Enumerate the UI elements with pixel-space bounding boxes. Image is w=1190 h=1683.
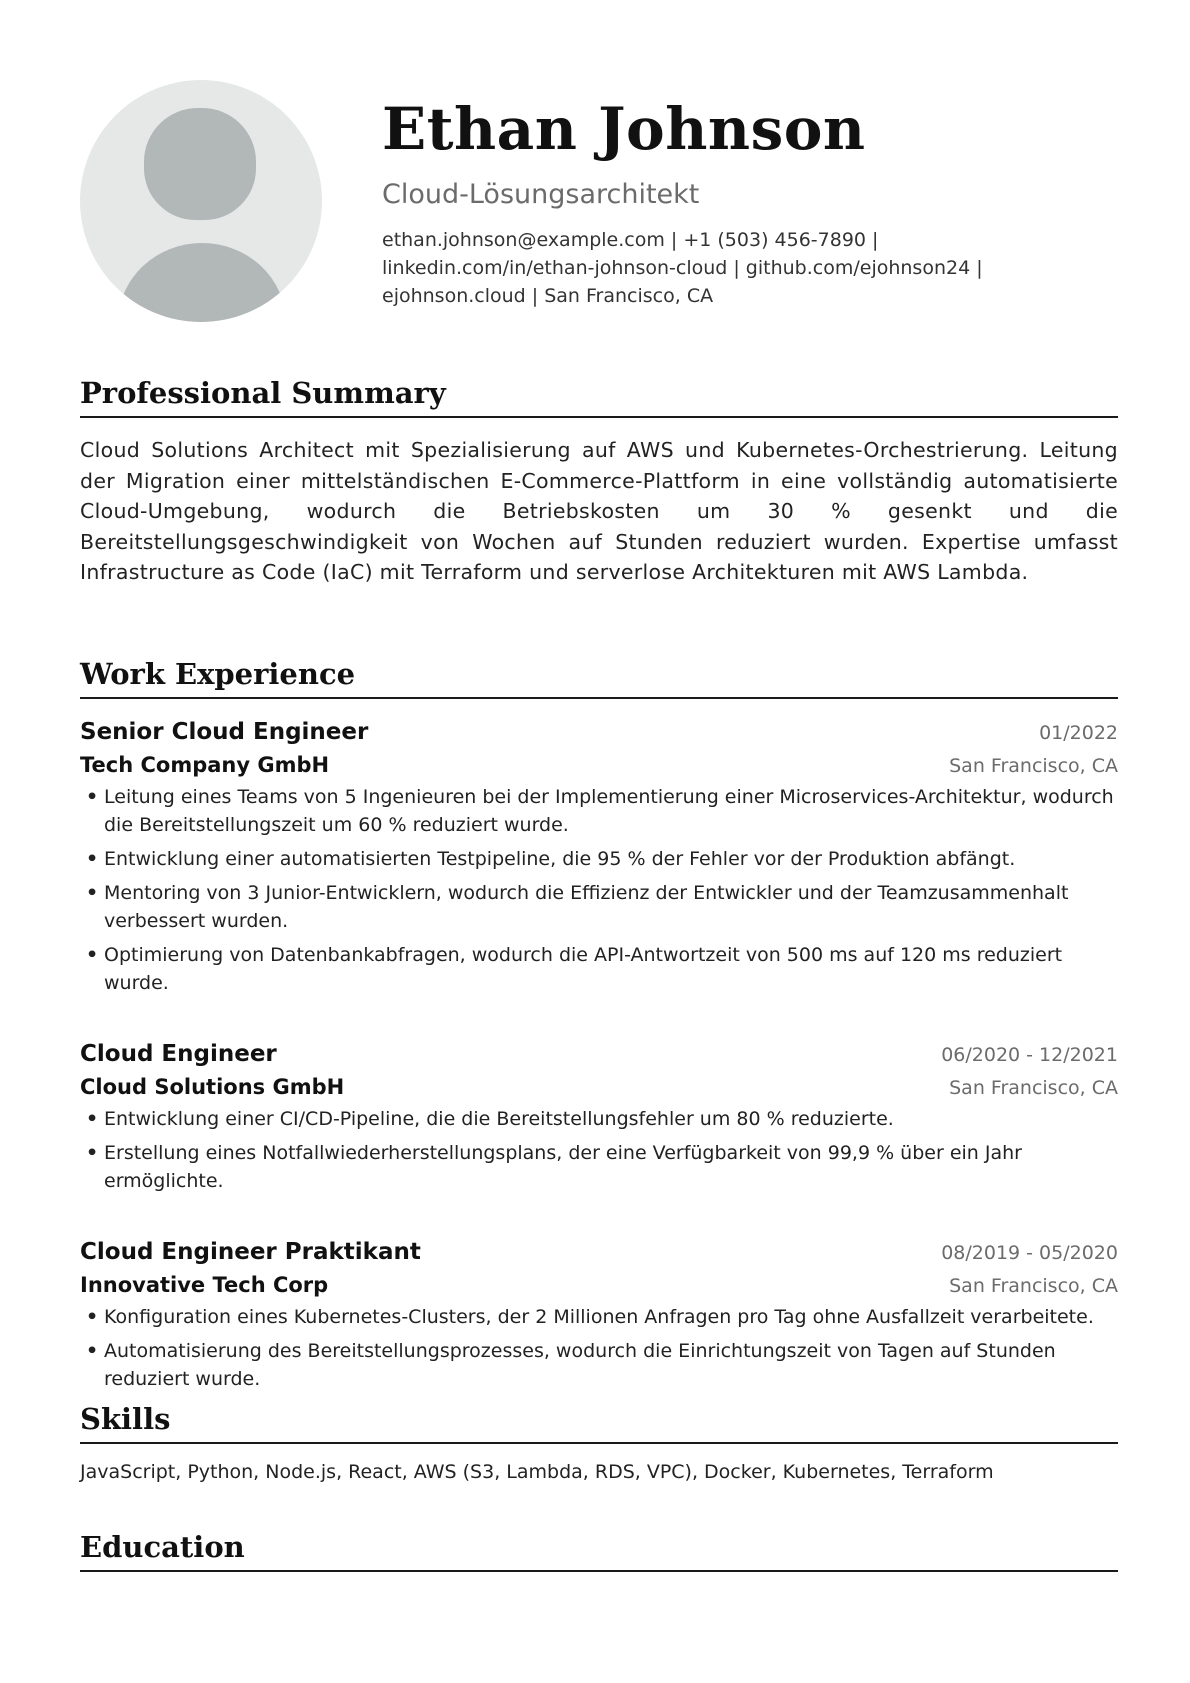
bullet-item xyxy=(80,879,1118,935)
header-block xyxy=(382,92,1122,310)
bullet-icon: • xyxy=(86,944,99,966)
bullet-icon: • xyxy=(86,848,99,870)
job-location: San Francisco, CA xyxy=(949,755,1118,777)
section-heading: Professional Summary xyxy=(80,374,1118,418)
contact-line: ethan.johnson@example.com | +1 (503) 456-7890 | xyxy=(382,229,879,251)
bullet-icon: • xyxy=(86,882,99,904)
summary-text: Cloud Solutions Architect mit Spezialisierung auf AWS und Kubernetes-Orchestrierung. Leitung der Migration einer mittelständischen E-Commerce-Plattform in eine vollständig automatisierte Cloud-Umgebung, wodurch die Betriebskosten um 30 % gesenkt und die Bereitstellungsgeschwindigkeit von Wochen auf Stunden reduziert wurden. Expertise umfasst Infrastructure as Code (IaC) mit Terraform und serverlose Architekturen mit AWS Lambda. xyxy=(80,438,1118,584)
skills-list: JavaScript, Python, Node.js, React, AWS (S3, Lambda, RDS, VPC), Docker, Kubernetes, Terraform xyxy=(80,1461,994,1483)
jobs-list xyxy=(80,715,1118,1393)
avatar-head-shape xyxy=(144,108,256,220)
job-entry xyxy=(80,715,1118,997)
contact-line: linkedin.com/in/ethan-johnson-cloud | github.com/ejohnson24 | xyxy=(382,257,983,279)
bullet-icon: • xyxy=(86,1108,99,1130)
bullet-item xyxy=(80,941,1118,997)
job-date: 08/2019 - 05/2020 xyxy=(941,1242,1118,1264)
bullet-text: Optimierung von Datenbankabfragen, wodurch die API-Antwortzeit von 500 ms auf 120 ms reduziert wurde. xyxy=(104,944,1063,994)
job-bullets xyxy=(80,1303,1118,1393)
bullet-item xyxy=(80,783,1118,839)
section-heading: Skills xyxy=(80,1400,1118,1444)
bullet-icon: • xyxy=(86,1142,99,1164)
job-role: Senior Cloud Engineer xyxy=(80,719,369,745)
bullet-icon: • xyxy=(86,1306,99,1328)
job-entry xyxy=(80,1037,1118,1195)
bullet-text: Automatisierung des Bereitstellungsprozesses, wodurch die Einrichtungszeit von Tagen auf Stunden reduziert wurde. xyxy=(104,1340,1056,1390)
job-role: Cloud Engineer xyxy=(80,1041,277,1067)
candidate-name: Ethan Johnson xyxy=(382,95,866,163)
experience-section xyxy=(80,655,1118,1399)
job-company-row xyxy=(80,1071,1118,1103)
bullet-item xyxy=(80,1337,1118,1393)
candidate-title: Cloud-Lösungsarchitekt xyxy=(382,179,700,210)
bullet-text: Erstellung eines Notfallwiederherstellungsplans, der eine Verfügbarkeit von 99,9 % über ein Jahr ermöglichte. xyxy=(104,1142,1022,1192)
bullet-icon: • xyxy=(86,786,99,808)
contact-info xyxy=(382,226,1022,310)
bullet-item xyxy=(80,1105,1118,1133)
job-company: Tech Company GmbH xyxy=(80,753,330,777)
job-bullets xyxy=(80,1105,1118,1195)
job-location: San Francisco, CA xyxy=(949,1275,1118,1297)
job-header-row xyxy=(80,1037,1118,1071)
job-date: 01/2022 xyxy=(1039,722,1118,744)
job-company: Innovative Tech Corp xyxy=(80,1273,329,1297)
job-date: 06/2020 - 12/2021 xyxy=(941,1044,1118,1066)
bullet-item xyxy=(80,1303,1118,1331)
section-heading: Education xyxy=(80,1528,1118,1572)
bullet-text: Konfiguration eines Kubernetes-Clusters, der 2 Millionen Anfragen pro Tag ohne Ausfallzeit verarbeitete. xyxy=(104,1306,1094,1328)
bullet-item xyxy=(80,845,1118,873)
job-company-row xyxy=(80,749,1118,781)
job-bullets xyxy=(80,783,1118,997)
job-company-row xyxy=(80,1269,1118,1301)
bullet-icon: • xyxy=(86,1340,99,1362)
summary-section xyxy=(80,374,1118,588)
contact-line: ejohnson.cloud | San Francisco, CA xyxy=(382,285,714,307)
skills-section xyxy=(80,1400,1118,1486)
bullet-text: Entwicklung einer CI/CD-Pipeline, die die Bereitstellungsfehler um 80 % reduzierte. xyxy=(104,1108,894,1130)
section-heading: Work Experience xyxy=(80,655,1118,699)
job-location: San Francisco, CA xyxy=(949,1077,1118,1099)
bullet-text: Entwicklung einer automatisierten Testpipeline, die 95 % der Fehler vor der Produktion abfängt. xyxy=(104,848,1016,870)
job-header-row xyxy=(80,1235,1118,1269)
avatar-body-shape xyxy=(118,243,286,322)
bullet-text: Leitung eines Teams von 5 Ingenieuren bei der Implementierung einer Microservices-Architektur, wodurch die Bereitstellungszeit um 60 % reduziert wurde. xyxy=(104,786,1114,836)
bullet-item xyxy=(80,1139,1118,1195)
job-entry xyxy=(80,1235,1118,1393)
job-header-row xyxy=(80,715,1118,749)
job-company: Cloud Solutions GmbH xyxy=(80,1075,345,1099)
job-role: Cloud Engineer Praktikant xyxy=(80,1239,421,1265)
bullet-text: Mentoring von 3 Junior-Entwicklern, wodurch die Effizienz der Entwickler und der Teamzusammenhalt verbessert wurden. xyxy=(104,882,1069,932)
education-section xyxy=(80,1528,1118,1572)
avatar xyxy=(80,80,322,322)
